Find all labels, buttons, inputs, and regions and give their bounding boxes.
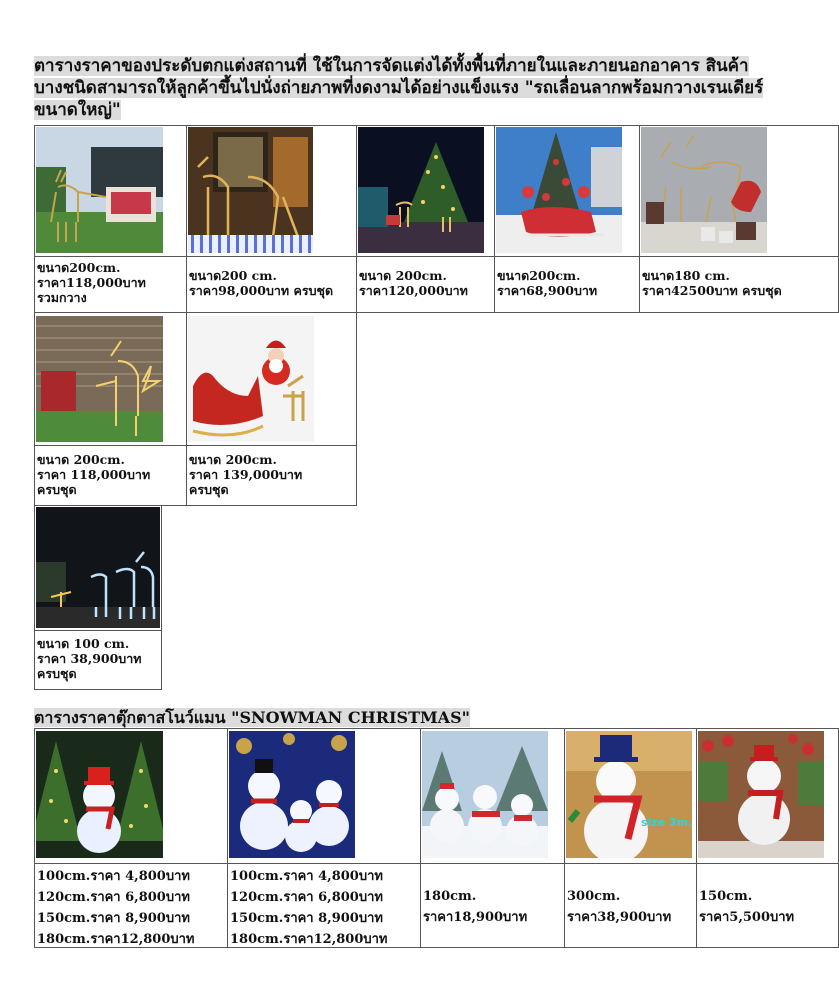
reindeer-christmas-tree-night-photo — [358, 127, 484, 253]
item-caption: ขนาด200cm. ราคา118,000บาท รวมกวาง — [37, 260, 146, 305]
wire-reindeer-sleigh-wall-photo — [641, 127, 767, 253]
snowmen-snow-scene-photo — [422, 731, 548, 858]
red-sleigh-christmas-tree-photo — [496, 127, 622, 253]
led-reindeer-night-photo — [36, 507, 160, 628]
golden-reindeer-sleigh-garden-photo — [36, 127, 163, 253]
image-size-label: size 3m. — [641, 816, 692, 829]
lit-snowman-trees-photo — [36, 731, 163, 858]
item-caption: ขนาด 100 cm. ราคา 38,900บาท ครบชุด — [37, 636, 142, 681]
row-divider — [34, 445, 357, 446]
snowman-shop-display-photo — [698, 731, 824, 858]
item-caption: ขนาด200 cm. ราคา98,000บาท ครบชุด — [189, 268, 334, 298]
santa-red-sleigh-photo — [188, 316, 314, 442]
column-divider — [227, 728, 228, 948]
snowman-caption: 300cm. ราคา38,900บาท — [567, 889, 672, 925]
section-title-snowman: ตารางราคาตุ๊กตาสโนว์แมน "SNOWMAN CHRISTMAS" — [34, 708, 470, 727]
item-caption: ขนาด 200cm. ราคา 118,000บาท ครบชุด — [37, 452, 151, 497]
lit-reindeer-warehouse-photo — [36, 316, 163, 442]
row-divider — [34, 630, 162, 631]
row-divider — [34, 863, 839, 864]
snowman-caption: 100cm.ราคา 4,800บาท 120cm.ราคา 6,800บาท 150cm.ราคา 8,900บาท 180cm.ราคา12,800บาท — [37, 869, 195, 947]
golden-reindeer-shop-window-photo — [188, 127, 313, 253]
column-divider — [696, 728, 697, 948]
giant-snowman-photo — [566, 731, 692, 858]
section-title-decorations: ตารางราคาของประดับตกแต่งสถานที่ ใช้ในการจัดแต่งได้ทั้งพื้นที่ภายในและภายนอกอาคาร สินค้าบางชนิดสามารถให้ลูกค้าขึ้นไปนั่งถ่ายภาพที่งดงามได้อย่างแข็งแรง "รถเลื่อนลากพร้อมกวางเรนเดียร์ขนาดใหญ่" — [34, 56, 764, 120]
row-divider — [34, 256, 839, 257]
item-caption: ขนาด200cm. ราคา68,900บาท — [497, 268, 598, 298]
column-divider — [564, 728, 565, 948]
item-caption: ขนาด 200cm. ราคา120,000บาท — [359, 268, 468, 298]
column-divider — [420, 728, 421, 948]
three-snowmen-blue-photo — [229, 731, 355, 858]
item-caption: ขนาด 200cm. ราคา 139,000บาท ครบชุด — [189, 452, 303, 497]
item-caption: ขนาด180 cm. ราคา42500บาท ครบชุด — [642, 268, 782, 298]
snowman-caption: 100cm.ราคา 4,800บาท 120cm.ราคา 6,800บาท 150cm.ราคา 8,900บาท 180cm.ราคา12,800บาท — [230, 869, 388, 947]
snowman-caption: 150cm. ราคา5,500บาท — [699, 889, 795, 925]
snowman-caption: 180cm. ราคา18,900บาท — [423, 889, 528, 925]
